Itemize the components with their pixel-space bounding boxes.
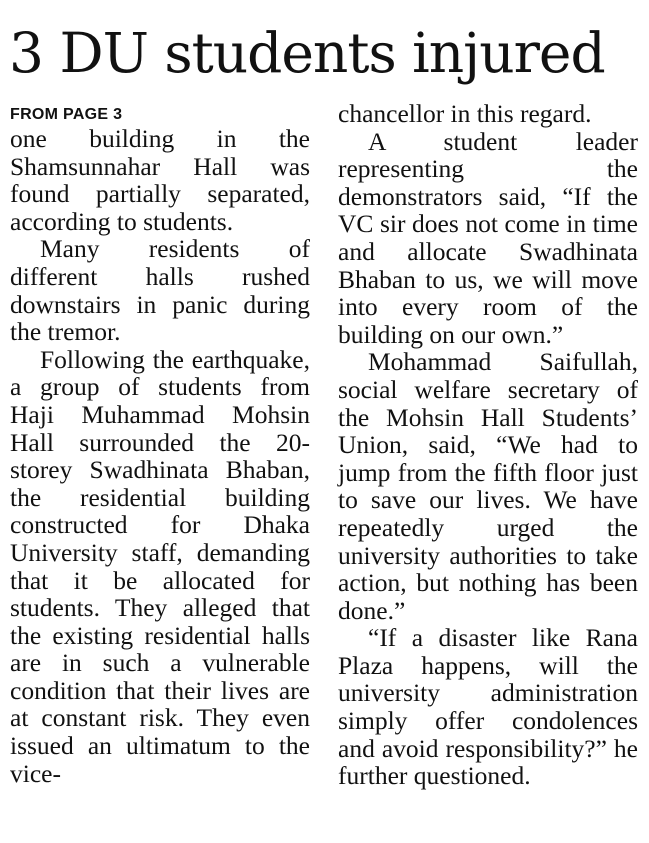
paragraph: Mohammad Saifullah, social welfare secretary of the Mohsin Hall Students’ Union, said, “We had to jump from the fifth floor just to save our lives. We have repeatedly urged the university authorities to take action, but nothing has been done.”: [338, 347, 638, 625]
paragraph: A student leader representing the demonstrators said, “If the VC sir does not come in time and allocate Swadhinata Bhaban to us, we will move into every room of the building on our own.”: [338, 126, 638, 349]
article-column-right: [338, 100, 638, 790]
article-column-left: [10, 100, 310, 787]
paragraph: Following the earthquake, a group of students from Haji Muhammad Mohsin Hall surrounded the 20-storey Swadhinata Bhaban, the residential building constructed for Dhaka University staff, demanding that it be allocated for students. They alleged that the existing residential halls are in such a vulnerable condition that their lives are at constant risk. They even issued an ultimatum to the vice-: [10, 344, 310, 788]
headline: 3 DU students injured: [9, 21, 605, 85]
continuation-kicker: FROM PAGE 3: [10, 106, 123, 123]
paragraph: chancellor in this regard.: [338, 99, 592, 128]
paragraph: one building in the Shamsunnahar Hall was found partially separated, according to students.: [10, 124, 310, 236]
paragraph: Many residents of different halls rushed downstairs in panic during the tremor.: [10, 234, 310, 347]
paragraph: “If a disaster like Rana Plaza happens, will the university administration simply offer condolences and avoid responsibility?” he further questioned.: [338, 623, 638, 791]
